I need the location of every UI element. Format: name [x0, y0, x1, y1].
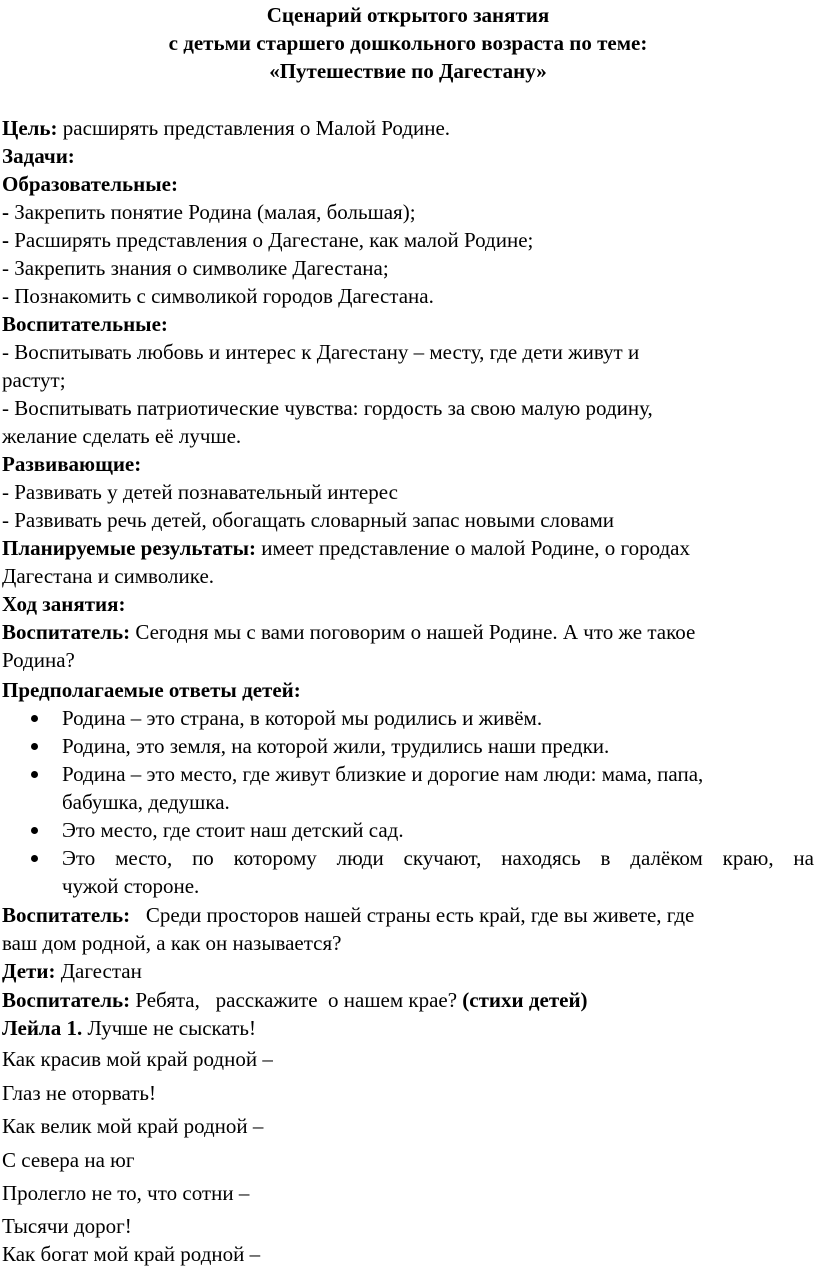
- results-label: Планируемые результаты:: [2, 536, 256, 560]
- course-heading: Ход занятия:: [2, 592, 126, 616]
- developing-line: - Развивать речь детей, обогащать словарный запас новыми словами: [2, 508, 615, 532]
- upbringing-line: - Воспитывать любовь и интерес к Дагестану – месту, где дети живут и: [2, 340, 640, 364]
- dash: -: [2, 228, 9, 252]
- teacher-label: Воспитатель:: [2, 988, 131, 1012]
- children-line: [2, 958, 814, 984]
- educational-item-text: Закрепить понятие Родина (малая, большая);: [9, 200, 416, 224]
- educational-item: [2, 199, 814, 225]
- children-label: Дети:: [2, 959, 56, 983]
- poem-line: Как красив мой край родной –: [2, 1047, 273, 1071]
- educational-item-text: - Закрепить знания о символике Дагестана;: [2, 256, 389, 280]
- educational-heading: Образовательные:: [2, 172, 178, 196]
- poem-line: Пролегло не то, что сотни –: [2, 1181, 250, 1205]
- poem-line: Тысячи дорог!: [2, 1214, 132, 1238]
- educational-item: [2, 283, 814, 309]
- answer-item: Родина, это земля, на которой жили, трудились наши предки.: [62, 734, 610, 758]
- teacher-note: (стихи детей): [462, 988, 588, 1012]
- results-line: [2, 535, 814, 561]
- educational-item-text: Расширять представления о Дагестане, как малой Родине;: [9, 228, 534, 252]
- goal-line: [2, 115, 814, 141]
- answers-heading: Предполагаемые ответы детей:: [2, 678, 301, 702]
- title-line-1: Сценарий открытого занятия: [266, 3, 550, 27]
- bullet-icon: [31, 827, 38, 834]
- educational-item: [2, 255, 814, 281]
- answer-item-continued: бабушка, дедушка.: [62, 790, 230, 814]
- developing-line: - Развивать у детей познавательный интерес: [2, 480, 398, 504]
- teacher-label: Воспитатель:: [2, 903, 131, 927]
- educational-item: [2, 227, 814, 253]
- answer-item-continued: чужой стороне.: [62, 874, 200, 898]
- upbringing-heading: Воспитательные:: [2, 312, 168, 336]
- results-line: Дагестана и символике.: [2, 564, 215, 588]
- poem-line: Лучше не сыскать!: [82, 1016, 256, 1040]
- teacher-text: Среди просторов нашей страны есть край, где вы живете, где: [130, 903, 695, 927]
- answer-item: Это место, по которому люди скучают, находясь в далёком краю, на: [62, 846, 814, 870]
- teacher-line: [2, 987, 814, 1013]
- goal-text: расширять представления о Малой Родине.: [57, 116, 451, 140]
- results-text: имеет представление о малой Родине, о городах: [255, 536, 690, 560]
- tasks-heading: Задачи:: [2, 144, 75, 168]
- teacher-line: ваш дом родной, а как он называется?: [2, 931, 342, 955]
- children-text: Дагестан: [55, 959, 142, 983]
- upbringing-line: желание сделать её лучше.: [2, 424, 242, 448]
- developing-heading: Развивающие:: [2, 452, 142, 476]
- upbringing-line: - Воспитывать патриотические чувства: гордость за свою малую родину,: [2, 396, 653, 420]
- poem-line: Как богат мой край родной –: [2, 1242, 261, 1266]
- teacher-line: [2, 902, 814, 928]
- poem-first-line: [2, 1015, 256, 1041]
- answer-item: Это место, где стоит наш детский сад.: [62, 818, 404, 842]
- poem-line: Как велик мой край родной –: [2, 1114, 264, 1138]
- bullet-icon: [31, 715, 38, 722]
- educational-item-text: - Познакомить с символикой городов Дагестана.: [2, 284, 434, 308]
- goal-label: Цель:: [2, 116, 58, 140]
- teacher-text: Сегодня мы с вами поговорим о нашей Родине. А что же такое: [130, 620, 696, 644]
- teacher-text: Ребята, расскажите о нашем крае?: [130, 988, 463, 1012]
- title-line-3: «Путешествие по Дагестану»: [269, 59, 547, 83]
- dash: -: [2, 200, 9, 224]
- poem-line: Глаз не оторвать!: [2, 1081, 157, 1105]
- upbringing-line: растут;: [2, 368, 66, 392]
- teacher-line: [2, 619, 814, 645]
- teacher-line: Родина?: [2, 648, 75, 672]
- answer-item: Родина – это место, где живут близкие и дорогие нам люди: мама, папа,: [62, 762, 704, 786]
- answer-item: Родина – это страна, в которой мы родились и живём.: [62, 706, 543, 730]
- bullet-icon: [31, 743, 38, 750]
- bullet-icon: [31, 855, 38, 862]
- teacher-label: Воспитатель:: [2, 620, 131, 644]
- poem-line: С севера на юг: [2, 1148, 135, 1172]
- bullet-icon: [31, 771, 38, 778]
- poem-speaker: Лейла 1.: [2, 1016, 83, 1040]
- title-line-2: с детьми старшего дошкольного возраста по теме:: [168, 31, 648, 55]
